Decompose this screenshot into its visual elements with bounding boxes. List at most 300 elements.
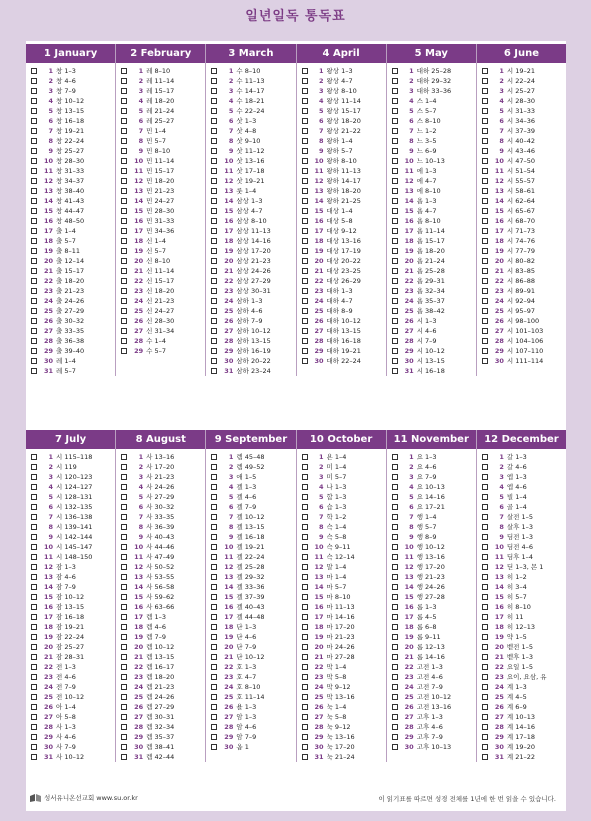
reading-checkbox[interactable] <box>392 328 398 334</box>
reading-checkbox[interactable] <box>302 704 308 710</box>
reading-checkbox[interactable] <box>392 238 398 244</box>
reading-checkbox[interactable] <box>482 228 488 234</box>
reading-checkbox[interactable] <box>211 474 217 480</box>
reading-checkbox[interactable] <box>482 188 488 194</box>
reading-checkbox[interactable] <box>302 228 308 234</box>
reading-checkbox[interactable] <box>482 288 488 294</box>
reading-checkbox[interactable] <box>211 734 217 740</box>
reading-checkbox[interactable] <box>302 484 308 490</box>
reading-checkbox[interactable] <box>121 584 127 590</box>
reading-checkbox[interactable] <box>211 534 217 540</box>
reading-checkbox[interactable] <box>392 248 398 254</box>
reading-checkbox[interactable] <box>302 524 308 530</box>
reading-checkbox[interactable] <box>121 198 127 204</box>
reading-checkbox[interactable] <box>302 604 308 610</box>
reading-checkbox[interactable] <box>31 268 37 274</box>
reading-checkbox[interactable] <box>392 128 398 134</box>
reading-checkbox[interactable] <box>392 564 398 570</box>
reading-checkbox[interactable] <box>482 68 488 74</box>
reading-checkbox[interactable] <box>392 168 398 174</box>
reading-checkbox[interactable] <box>482 128 488 134</box>
reading-checkbox[interactable] <box>121 454 127 460</box>
reading-checkbox[interactable] <box>31 138 37 144</box>
reading-checkbox[interactable] <box>121 554 127 560</box>
reading-checkbox[interactable] <box>302 474 308 480</box>
reading-checkbox[interactable] <box>121 318 127 324</box>
reading-checkbox[interactable] <box>302 138 308 144</box>
reading-checkbox[interactable] <box>482 604 488 610</box>
reading-checkbox[interactable] <box>121 348 127 354</box>
reading-checkbox[interactable] <box>392 584 398 590</box>
reading-checkbox[interactable] <box>482 734 488 740</box>
reading-checkbox[interactable] <box>31 238 37 244</box>
reading-checkbox[interactable] <box>302 128 308 134</box>
reading-checkbox[interactable] <box>211 714 217 720</box>
reading-checkbox[interactable] <box>302 308 308 314</box>
reading-checkbox[interactable] <box>211 98 217 104</box>
reading-checkbox[interactable] <box>121 178 127 184</box>
reading-checkbox[interactable] <box>31 148 37 154</box>
reading-checkbox[interactable] <box>121 248 127 254</box>
reading-checkbox[interactable] <box>302 674 308 680</box>
reading-checkbox[interactable] <box>302 288 308 294</box>
reading-checkbox[interactable] <box>482 238 488 244</box>
reading-checkbox[interactable] <box>482 348 488 354</box>
reading-checkbox[interactable] <box>31 68 37 74</box>
reading-checkbox[interactable] <box>302 248 308 254</box>
reading-checkbox[interactable] <box>31 278 37 284</box>
reading-checkbox[interactable] <box>121 88 127 94</box>
reading-checkbox[interactable] <box>392 278 398 284</box>
reading-checkbox[interactable] <box>211 624 217 630</box>
reading-checkbox[interactable] <box>211 544 217 550</box>
reading-checkbox[interactable] <box>392 98 398 104</box>
reading-checkbox[interactable] <box>211 298 217 304</box>
reading-checkbox[interactable] <box>121 328 127 334</box>
reading-checkbox[interactable] <box>392 704 398 710</box>
reading-checkbox[interactable] <box>31 574 37 580</box>
reading-checkbox[interactable] <box>121 734 127 740</box>
reading-checkbox[interactable] <box>482 208 488 214</box>
reading-checkbox[interactable] <box>211 278 217 284</box>
reading-checkbox[interactable] <box>392 138 398 144</box>
reading-checkbox[interactable] <box>31 228 37 234</box>
reading-checkbox[interactable] <box>302 694 308 700</box>
reading-checkbox[interactable] <box>31 754 37 760</box>
reading-checkbox[interactable] <box>31 248 37 254</box>
reading-checkbox[interactable] <box>121 268 127 274</box>
reading-checkbox[interactable] <box>392 654 398 660</box>
reading-checkbox[interactable] <box>302 178 308 184</box>
reading-checkbox[interactable] <box>121 714 127 720</box>
reading-checkbox[interactable] <box>302 724 308 730</box>
reading-checkbox[interactable] <box>392 318 398 324</box>
reading-checkbox[interactable] <box>211 328 217 334</box>
reading-checkbox[interactable] <box>121 544 127 550</box>
reading-checkbox[interactable] <box>392 228 398 234</box>
reading-checkbox[interactable] <box>211 454 217 460</box>
reading-checkbox[interactable] <box>482 724 488 730</box>
reading-checkbox[interactable] <box>31 108 37 114</box>
reading-checkbox[interactable] <box>121 308 127 314</box>
reading-checkbox[interactable] <box>392 78 398 84</box>
reading-checkbox[interactable] <box>121 504 127 510</box>
reading-checkbox[interactable] <box>31 484 37 490</box>
reading-checkbox[interactable] <box>211 218 217 224</box>
reading-checkbox[interactable] <box>482 674 488 680</box>
reading-checkbox[interactable] <box>302 584 308 590</box>
reading-checkbox[interactable] <box>121 138 127 144</box>
reading-checkbox[interactable] <box>31 714 37 720</box>
reading-checkbox[interactable] <box>392 188 398 194</box>
reading-checkbox[interactable] <box>302 168 308 174</box>
reading-checkbox[interactable] <box>121 298 127 304</box>
reading-checkbox[interactable] <box>121 238 127 244</box>
reading-checkbox[interactable] <box>392 634 398 640</box>
reading-checkbox[interactable] <box>31 328 37 334</box>
reading-checkbox[interactable] <box>31 118 37 124</box>
reading-checkbox[interactable] <box>211 684 217 690</box>
reading-checkbox[interactable] <box>121 338 127 344</box>
reading-checkbox[interactable] <box>482 544 488 550</box>
reading-checkbox[interactable] <box>482 754 488 760</box>
reading-checkbox[interactable] <box>302 318 308 324</box>
reading-checkbox[interactable] <box>482 644 488 650</box>
reading-checkbox[interactable] <box>392 494 398 500</box>
reading-checkbox[interactable] <box>392 464 398 470</box>
reading-checkbox[interactable] <box>392 514 398 520</box>
reading-checkbox[interactable] <box>211 654 217 660</box>
reading-checkbox[interactable] <box>31 644 37 650</box>
reading-checkbox[interactable] <box>121 524 127 530</box>
reading-checkbox[interactable] <box>392 694 398 700</box>
reading-checkbox[interactable] <box>31 98 37 104</box>
reading-checkbox[interactable] <box>392 198 398 204</box>
reading-checkbox[interactable] <box>121 634 127 640</box>
reading-checkbox[interactable] <box>211 148 217 154</box>
reading-checkbox[interactable] <box>392 218 398 224</box>
reading-checkbox[interactable] <box>392 684 398 690</box>
reading-checkbox[interactable] <box>31 358 37 364</box>
reading-checkbox[interactable] <box>482 584 488 590</box>
reading-checkbox[interactable] <box>121 564 127 570</box>
reading-checkbox[interactable] <box>482 148 488 154</box>
reading-checkbox[interactable] <box>211 68 217 74</box>
reading-checkbox[interactable] <box>482 278 488 284</box>
reading-checkbox[interactable] <box>31 534 37 540</box>
reading-checkbox[interactable] <box>31 178 37 184</box>
reading-checkbox[interactable] <box>302 78 308 84</box>
reading-checkbox[interactable] <box>302 554 308 560</box>
reading-checkbox[interactable] <box>302 714 308 720</box>
reading-checkbox[interactable] <box>302 634 308 640</box>
reading-checkbox[interactable] <box>211 288 217 294</box>
reading-checkbox[interactable] <box>211 78 217 84</box>
reading-checkbox[interactable] <box>121 534 127 540</box>
reading-checkbox[interactable] <box>31 604 37 610</box>
reading-checkbox[interactable] <box>31 704 37 710</box>
reading-checkbox[interactable] <box>31 744 37 750</box>
reading-checkbox[interactable] <box>121 594 127 600</box>
reading-checkbox[interactable] <box>121 654 127 660</box>
reading-checkbox[interactable] <box>31 654 37 660</box>
reading-checkbox[interactable] <box>302 514 308 520</box>
reading-checkbox[interactable] <box>121 474 127 480</box>
reading-checkbox[interactable] <box>121 148 127 154</box>
reading-checkbox[interactable] <box>211 308 217 314</box>
reading-checkbox[interactable] <box>121 624 127 630</box>
reading-checkbox[interactable] <box>211 268 217 274</box>
reading-checkbox[interactable] <box>211 108 217 114</box>
reading-checkbox[interactable] <box>31 554 37 560</box>
reading-checkbox[interactable] <box>302 338 308 344</box>
reading-checkbox[interactable] <box>211 228 217 234</box>
reading-checkbox[interactable] <box>31 494 37 500</box>
reading-checkbox[interactable] <box>302 298 308 304</box>
reading-checkbox[interactable] <box>392 118 398 124</box>
reading-checkbox[interactable] <box>392 108 398 114</box>
reading-checkbox[interactable] <box>121 484 127 490</box>
reading-checkbox[interactable] <box>392 474 398 480</box>
reading-checkbox[interactable] <box>121 258 127 264</box>
reading-checkbox[interactable] <box>482 178 488 184</box>
reading-checkbox[interactable] <box>121 188 127 194</box>
reading-checkbox[interactable] <box>211 504 217 510</box>
reading-checkbox[interactable] <box>302 108 308 114</box>
reading-checkbox[interactable] <box>482 494 488 500</box>
reading-checkbox[interactable] <box>121 744 127 750</box>
reading-checkbox[interactable] <box>31 158 37 164</box>
reading-checkbox[interactable] <box>121 664 127 670</box>
reading-checkbox[interactable] <box>31 208 37 214</box>
reading-checkbox[interactable] <box>211 694 217 700</box>
reading-checkbox[interactable] <box>302 464 308 470</box>
reading-checkbox[interactable] <box>302 624 308 630</box>
reading-checkbox[interactable] <box>31 734 37 740</box>
reading-checkbox[interactable] <box>392 358 398 364</box>
reading-checkbox[interactable] <box>392 148 398 154</box>
reading-checkbox[interactable] <box>211 584 217 590</box>
reading-checkbox[interactable] <box>482 534 488 540</box>
reading-checkbox[interactable] <box>121 218 127 224</box>
reading-checkbox[interactable] <box>482 308 488 314</box>
reading-checkbox[interactable] <box>302 188 308 194</box>
reading-checkbox[interactable] <box>392 524 398 530</box>
reading-checkbox[interactable] <box>482 338 488 344</box>
reading-checkbox[interactable] <box>482 574 488 580</box>
reading-checkbox[interactable] <box>392 158 398 164</box>
reading-checkbox[interactable] <box>482 694 488 700</box>
reading-checkbox[interactable] <box>31 188 37 194</box>
reading-checkbox[interactable] <box>482 474 488 480</box>
reading-checkbox[interactable] <box>302 494 308 500</box>
reading-checkbox[interactable] <box>482 248 488 254</box>
reading-checkbox[interactable] <box>211 358 217 364</box>
reading-checkbox[interactable] <box>31 684 37 690</box>
reading-checkbox[interactable] <box>302 544 308 550</box>
reading-checkbox[interactable] <box>482 684 488 690</box>
reading-checkbox[interactable] <box>121 168 127 174</box>
reading-checkbox[interactable] <box>31 308 37 314</box>
reading-checkbox[interactable] <box>121 108 127 114</box>
reading-checkbox[interactable] <box>482 464 488 470</box>
reading-checkbox[interactable] <box>211 484 217 490</box>
reading-checkbox[interactable] <box>31 258 37 264</box>
reading-checkbox[interactable] <box>392 714 398 720</box>
reading-checkbox[interactable] <box>211 674 217 680</box>
reading-checkbox[interactable] <box>392 734 398 740</box>
reading-checkbox[interactable] <box>482 318 488 324</box>
reading-checkbox[interactable] <box>392 258 398 264</box>
reading-checkbox[interactable] <box>392 338 398 344</box>
reading-checkbox[interactable] <box>482 704 488 710</box>
reading-checkbox[interactable] <box>121 604 127 610</box>
reading-checkbox[interactable] <box>31 288 37 294</box>
reading-checkbox[interactable] <box>121 278 127 284</box>
reading-checkbox[interactable] <box>31 198 37 204</box>
reading-checkbox[interactable] <box>482 268 488 274</box>
reading-checkbox[interactable] <box>392 88 398 94</box>
reading-checkbox[interactable] <box>121 644 127 650</box>
reading-checkbox[interactable] <box>121 514 127 520</box>
reading-checkbox[interactable] <box>302 574 308 580</box>
reading-checkbox[interactable] <box>211 258 217 264</box>
reading-checkbox[interactable] <box>482 554 488 560</box>
reading-checkbox[interactable] <box>392 554 398 560</box>
reading-checkbox[interactable] <box>482 168 488 174</box>
reading-checkbox[interactable] <box>211 188 217 194</box>
reading-checkbox[interactable] <box>31 128 37 134</box>
reading-checkbox[interactable] <box>482 358 488 364</box>
reading-checkbox[interactable] <box>31 464 37 470</box>
reading-checkbox[interactable] <box>302 754 308 760</box>
reading-checkbox[interactable] <box>302 218 308 224</box>
reading-checkbox[interactable] <box>482 484 488 490</box>
reading-checkbox[interactable] <box>121 228 127 234</box>
reading-checkbox[interactable] <box>31 318 37 324</box>
reading-checkbox[interactable] <box>31 514 37 520</box>
reading-checkbox[interactable] <box>482 158 488 164</box>
reading-checkbox[interactable] <box>211 494 217 500</box>
reading-checkbox[interactable] <box>482 258 488 264</box>
reading-checkbox[interactable] <box>31 298 37 304</box>
reading-checkbox[interactable] <box>211 554 217 560</box>
reading-checkbox[interactable] <box>31 88 37 94</box>
reading-checkbox[interactable] <box>302 614 308 620</box>
reading-checkbox[interactable] <box>211 138 217 144</box>
reading-checkbox[interactable] <box>302 684 308 690</box>
reading-checkbox[interactable] <box>121 684 127 690</box>
reading-checkbox[interactable] <box>482 514 488 520</box>
reading-checkbox[interactable] <box>31 338 37 344</box>
reading-checkbox[interactable] <box>392 674 398 680</box>
reading-checkbox[interactable] <box>31 594 37 600</box>
reading-checkbox[interactable] <box>392 724 398 730</box>
reading-checkbox[interactable] <box>302 88 308 94</box>
reading-checkbox[interactable] <box>211 178 217 184</box>
reading-checkbox[interactable] <box>31 474 37 480</box>
reading-checkbox[interactable] <box>121 674 127 680</box>
reading-checkbox[interactable] <box>302 564 308 570</box>
reading-checkbox[interactable] <box>392 614 398 620</box>
reading-checkbox[interactable] <box>31 348 37 354</box>
reading-checkbox[interactable] <box>392 624 398 630</box>
reading-checkbox[interactable] <box>211 88 217 94</box>
reading-checkbox[interactable] <box>392 288 398 294</box>
reading-checkbox[interactable] <box>211 724 217 730</box>
reading-checkbox[interactable] <box>302 238 308 244</box>
reading-checkbox[interactable] <box>392 744 398 750</box>
reading-checkbox[interactable] <box>31 624 37 630</box>
reading-checkbox[interactable] <box>392 484 398 490</box>
reading-checkbox[interactable] <box>302 744 308 750</box>
reading-checkbox[interactable] <box>211 158 217 164</box>
reading-checkbox[interactable] <box>302 504 308 510</box>
reading-checkbox[interactable] <box>302 594 308 600</box>
reading-checkbox[interactable] <box>482 218 488 224</box>
reading-checkbox[interactable] <box>392 308 398 314</box>
reading-checkbox[interactable] <box>482 298 488 304</box>
reading-checkbox[interactable] <box>211 704 217 710</box>
reading-checkbox[interactable] <box>302 664 308 670</box>
reading-checkbox[interactable] <box>392 544 398 550</box>
reading-checkbox[interactable] <box>482 614 488 620</box>
reading-checkbox[interactable] <box>211 594 217 600</box>
reading-checkbox[interactable] <box>211 604 217 610</box>
reading-checkbox[interactable] <box>121 158 127 164</box>
reading-checkbox[interactable] <box>31 584 37 590</box>
reading-checkbox[interactable] <box>302 148 308 154</box>
reading-checkbox[interactable] <box>392 68 398 74</box>
reading-checkbox[interactable] <box>31 664 37 670</box>
reading-checkbox[interactable] <box>392 664 398 670</box>
reading-checkbox[interactable] <box>392 574 398 580</box>
reading-checkbox[interactable] <box>121 614 127 620</box>
reading-checkbox[interactable] <box>31 368 37 374</box>
reading-checkbox[interactable] <box>302 358 308 364</box>
reading-checkbox[interactable] <box>31 218 37 224</box>
reading-checkbox[interactable] <box>302 348 308 354</box>
reading-checkbox[interactable] <box>392 348 398 354</box>
reading-checkbox[interactable] <box>121 288 127 294</box>
reading-checkbox[interactable] <box>302 118 308 124</box>
reading-checkbox[interactable] <box>121 464 127 470</box>
reading-checkbox[interactable] <box>31 504 37 510</box>
reading-checkbox[interactable] <box>482 664 488 670</box>
reading-checkbox[interactable] <box>121 704 127 710</box>
reading-checkbox[interactable] <box>482 98 488 104</box>
reading-checkbox[interactable] <box>211 574 217 580</box>
reading-checkbox[interactable] <box>121 68 127 74</box>
reading-checkbox[interactable] <box>482 504 488 510</box>
reading-checkbox[interactable] <box>121 98 127 104</box>
reading-checkbox[interactable] <box>211 644 217 650</box>
reading-checkbox[interactable] <box>211 198 217 204</box>
reading-checkbox[interactable] <box>482 88 488 94</box>
reading-checkbox[interactable] <box>31 694 37 700</box>
reading-checkbox[interactable] <box>482 744 488 750</box>
reading-checkbox[interactable] <box>302 208 308 214</box>
reading-checkbox[interactable] <box>482 564 488 570</box>
reading-checkbox[interactable] <box>31 524 37 530</box>
reading-checkbox[interactable] <box>211 634 217 640</box>
reading-checkbox[interactable] <box>392 178 398 184</box>
reading-checkbox[interactable] <box>482 328 488 334</box>
reading-checkbox[interactable] <box>392 454 398 460</box>
reading-checkbox[interactable] <box>211 744 217 750</box>
reading-checkbox[interactable] <box>482 198 488 204</box>
reading-checkbox[interactable] <box>392 534 398 540</box>
